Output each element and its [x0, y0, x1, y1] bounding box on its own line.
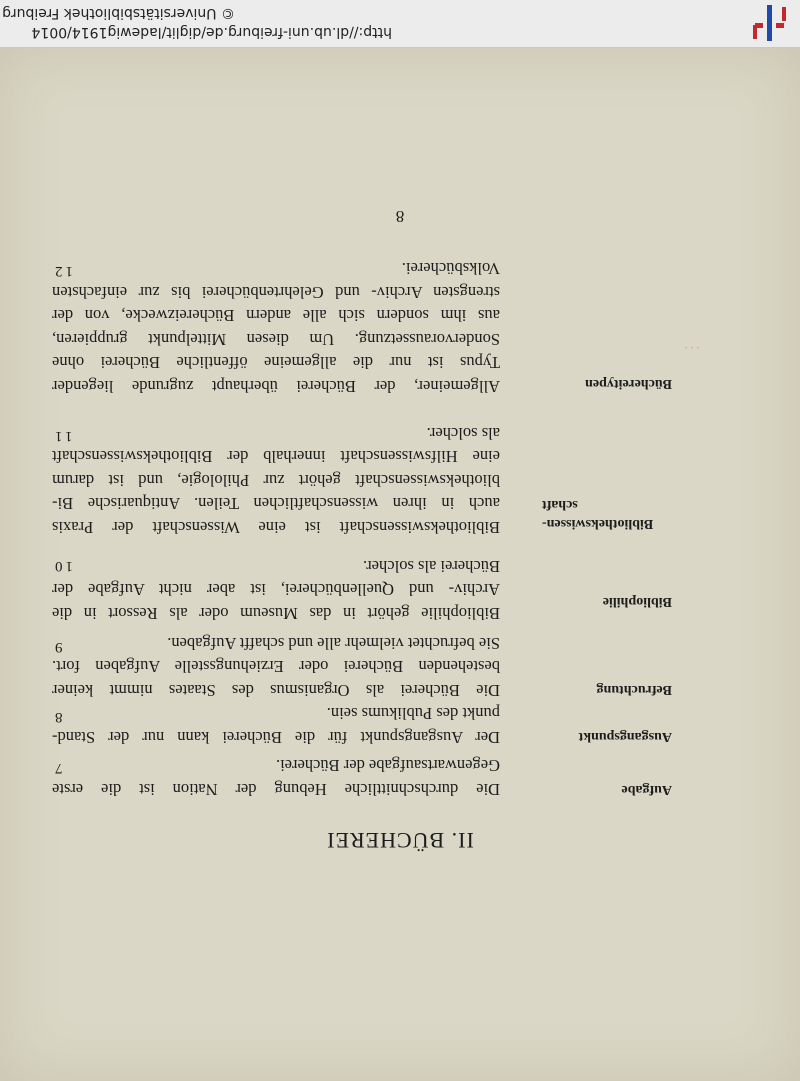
document-url-link[interactable]: http://dl.ub.uni-freiburg.de/diglit/ladewig1914/0014 [31, 24, 392, 40]
chapter-title: II. BÜCHEREI [326, 828, 474, 853]
side-label-buechereitypen: Büchereitypen [585, 376, 672, 391]
text-line: Archiv- und Quellenbücherei, ist aber nicht Aufgabe der [52, 580, 500, 600]
text-line: eine Hilfswissenschaft innerhalb der Bibliothekswissenschaft [52, 447, 500, 467]
page-body [0, 48, 800, 1081]
text-line: Bibliothekswissenschaft ist eine Wissenschaft der Praxis [52, 518, 500, 537]
side-label-ausgangspunkt: Ausgangspunkt [578, 729, 672, 744]
text-line: Volksbücherei. [401, 259, 500, 279]
page-number: 8 [395, 207, 405, 226]
side-label-aufgabe: Aufgabe [621, 782, 672, 797]
section-befruchtung [52, 632, 500, 703]
side-label-bibliothekswissenschaft: Bibliothekswissen- schaft [542, 497, 654, 531]
copyright-notice: © Universitätsbibliothek Freiburg [2, 5, 235, 21]
text-line: Gegenwartsaufgabe der Bücherei. [275, 756, 500, 776]
text-line: Bibliophilie gehört in das Museum oder als Ressort in die [52, 604, 500, 623]
paragraph-number: 10 [52, 558, 73, 574]
paragraph-number: 7 [52, 760, 63, 776]
section-ausgangspunkt [52, 702, 500, 749]
section-bibliothekswissenschaft [52, 422, 500, 540]
scanned-page [0, 48, 800, 1081]
text-line: bliothekswissenschaft gehört zur Philologie, und ist darum [52, 471, 500, 490]
text-line: strengsten Archiv- und Gelehrtenbücherei bis zur einfachsten [52, 283, 500, 302]
viewer-header [0, 0, 800, 48]
section-aufgabe [52, 754, 500, 801]
text-line: Bücherei als solcher. [363, 557, 500, 576]
text-line: punkt des Publikums sein. [326, 704, 500, 724]
section-buechereitypen [52, 257, 500, 398]
text-line: als solcher. [426, 424, 500, 443]
university-logo-icon [750, 3, 790, 43]
side-label-bibliophilie: Bibliophilie [602, 594, 672, 609]
text-line: Die durchschnittliche Hebung der Nation ist die erste [52, 780, 500, 799]
paragraph-number: 12 [52, 263, 73, 279]
text-line: Sondervoraussetzung. Um diesen Mittelpunkt gruppieren, [52, 330, 500, 349]
section-bibliophilie [52, 555, 500, 626]
paragraph-number: 11 [52, 428, 73, 444]
text-line: Die Bücherei als Organismus des Staates nimmt keiner [52, 681, 500, 700]
paragraph-number: 8 [52, 709, 63, 725]
paragraph-number: 9 [52, 639, 63, 655]
text-line: auch in ihren wissenschaftlichen Teilen. Antiquarische Bi- [52, 494, 500, 514]
decorative-dots: ··· [682, 341, 700, 355]
text-line: Typus ist nur die allgemeine öffentliche Bücherei ohne [52, 353, 500, 373]
side-label-befruchtung: Befruchtung [596, 682, 672, 697]
text-line: Allgemeiner, der Bücherei überhaupt zugrunde liegender [52, 377, 500, 396]
text-line: aus ihm sondern sich alle andern Büchereizwecke, von der [52, 306, 500, 326]
text-line: Sie befruchtet vielmehr alle und schafft Aufgaben. [167, 634, 500, 653]
text-line: Der Ausgangspunkt für die Bücherei kann nur der Stand- [52, 728, 500, 747]
text-line: bestehenden Bücherei oder Erziehungsstelle Aufgaben fort. [52, 657, 500, 677]
